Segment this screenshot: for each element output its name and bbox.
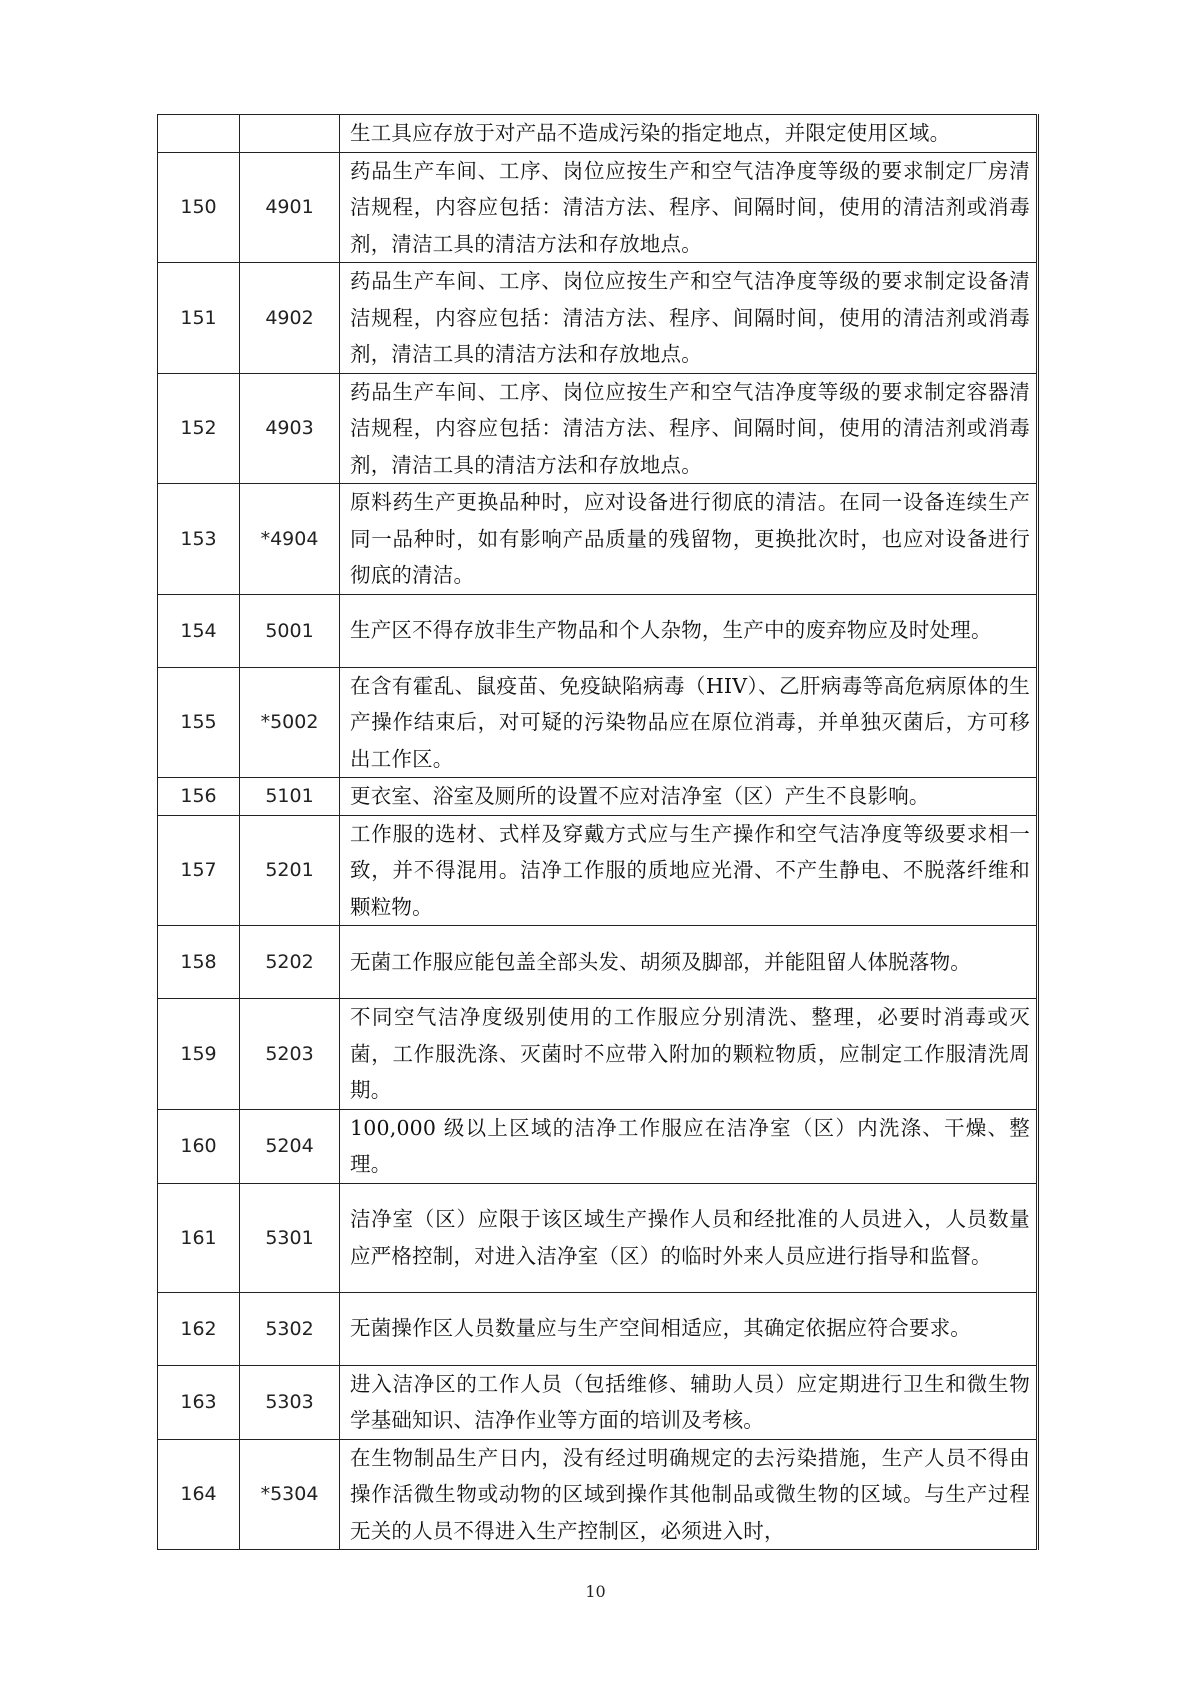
- row-number: 163: [158, 1365, 240, 1439]
- clause-text: 在生物制品生产日内，没有经过明确规定的去污染措施，生产人员不得由操作活微生物或动物的区域到操作其他制品或微生物的区域。与生产过程无关的人员不得进入生产控制区，必须进入时，: [340, 1439, 1038, 1550]
- table-row: [158, 1439, 1038, 1550]
- clause-text: 在含有霍乱、鼠疫苗、免疫缺陷病毒（HIV）、乙肝病毒等高危病原体的生产操作结束后，对可疑的污染物品应在原位消毒，并单独灭菌后，方可移出工作区。: [340, 667, 1038, 778]
- clause-text: 100,000 级以上区域的洁净工作服应在洁净室（区）内洗涤、干燥、整理。: [340, 1109, 1038, 1183]
- clause-text: 药品生产车间、工序、岗位应按生产和空气洁净度等级的要求制定容器清洁规程，内容应包括：清洁方法、程序、间隔时间，使用的清洁剂或消毒剂，清洁工具的清洁方法和存放地点。: [340, 373, 1038, 484]
- inspection-items-table: [157, 114, 1039, 1550]
- clause-text: 生工具应存放于对产品不造成污染的指定地点，并限定使用区域。: [340, 115, 1038, 153]
- clause-code: *4904: [240, 484, 340, 595]
- clause-code: 5204: [240, 1109, 340, 1183]
- table-row: [158, 667, 1038, 778]
- table-row: [158, 1109, 1038, 1183]
- table-row: [158, 1183, 1038, 1292]
- table-row: [158, 263, 1038, 374]
- row-number: 151: [158, 263, 240, 374]
- clause-text: 不同空气洁净度级别使用的工作服应分别清洗、整理，必要时消毒或灭菌，工作服洗涤、灭菌时不应带入附加的颗粒物质，应制定工作服清洗周期。: [340, 999, 1038, 1110]
- table-row: [158, 1365, 1038, 1439]
- clause-text: 原料药生产更换品种时，应对设备进行彻底的清洁。在同一设备连续生产同一品种时，如有影响产品质量的残留物，更换批次时，也应对设备进行彻底的清洁。: [340, 484, 1038, 595]
- clause-code: 5202: [240, 926, 340, 999]
- clause-code: 5101: [240, 778, 340, 816]
- clause-code: 4902: [240, 263, 340, 374]
- clause-code: 5303: [240, 1365, 340, 1439]
- clause-code: 4903: [240, 373, 340, 484]
- row-number: 152: [158, 373, 240, 484]
- table-row: [158, 373, 1038, 484]
- clause-code: 5001: [240, 594, 340, 667]
- table-row: [158, 594, 1038, 667]
- row-number: 160: [158, 1109, 240, 1183]
- table-body: [158, 115, 1038, 1550]
- row-number: 154: [158, 594, 240, 667]
- row-number: 156: [158, 778, 240, 816]
- clause-code: 5203: [240, 999, 340, 1110]
- clause-text: 进入洁净区的工作人员（包括维修、辅助人员）应定期进行卫生和微生物学基础知识、洁净作业等方面的培训及考核。: [340, 1365, 1038, 1439]
- clause-text: 无菌工作服应能包盖全部头发、胡须及脚部，并能阻留人体脱落物。: [340, 926, 1038, 999]
- table-row: [158, 778, 1038, 816]
- clause-code: *5002: [240, 667, 340, 778]
- page-number: 10: [585, 1582, 606, 1601]
- row-number: [158, 115, 240, 153]
- row-number: 158: [158, 926, 240, 999]
- clause-code: [240, 115, 340, 153]
- table-row: [158, 115, 1038, 153]
- row-number: 153: [158, 484, 240, 595]
- row-number: 157: [158, 815, 240, 926]
- table-row: [158, 815, 1038, 926]
- clause-text: 更衣室、浴室及厕所的设置不应对洁净室（区）产生不良影响。: [340, 778, 1038, 816]
- table-row: [158, 926, 1038, 999]
- table-row: [158, 152, 1038, 263]
- clause-code: *5304: [240, 1439, 340, 1550]
- clause-text: 无菌操作区人员数量应与生产空间相适应，其确定依据应符合要求。: [340, 1292, 1038, 1365]
- table-row: [158, 484, 1038, 595]
- clause-text: 生产区不得存放非生产物品和个人杂物，生产中的废弃物应及时处理。: [340, 594, 1038, 667]
- row-number: 159: [158, 999, 240, 1110]
- clause-text: 洁净室（区）应限于该区域生产操作人员和经批准的人员进入，人员数量应严格控制，对进入洁净室（区）的临时外来人员应进行指导和监督。: [340, 1183, 1038, 1292]
- clause-text: 药品生产车间、工序、岗位应按生产和空气洁净度等级的要求制定设备清洁规程，内容应包括：清洁方法、程序、间隔时间，使用的清洁剂或消毒剂，清洁工具的清洁方法和存放地点。: [340, 263, 1038, 374]
- clause-code: 5301: [240, 1183, 340, 1292]
- clause-code: 5201: [240, 815, 340, 926]
- row-number: 162: [158, 1292, 240, 1365]
- clause-text: 工作服的选材、式样及穿戴方式应与生产操作和空气洁净度等级要求相一致，并不得混用。洁净工作服的质地应光滑、不产生静电、不脱落纤维和颗粒物。: [340, 815, 1038, 926]
- clause-text: 药品生产车间、工序、岗位应按生产和空气洁净度等级的要求制定厂房清洁规程，内容应包括：清洁方法、程序、间隔时间，使用的清洁剂或消毒剂，清洁工具的清洁方法和存放地点。: [340, 152, 1038, 263]
- clause-code: 5302: [240, 1292, 340, 1365]
- table-row: [158, 999, 1038, 1110]
- row-number: 161: [158, 1183, 240, 1292]
- row-number: 164: [158, 1439, 240, 1550]
- row-number: 150: [158, 152, 240, 263]
- row-number: 155: [158, 667, 240, 778]
- clause-code: 4901: [240, 152, 340, 263]
- table-row: [158, 1292, 1038, 1365]
